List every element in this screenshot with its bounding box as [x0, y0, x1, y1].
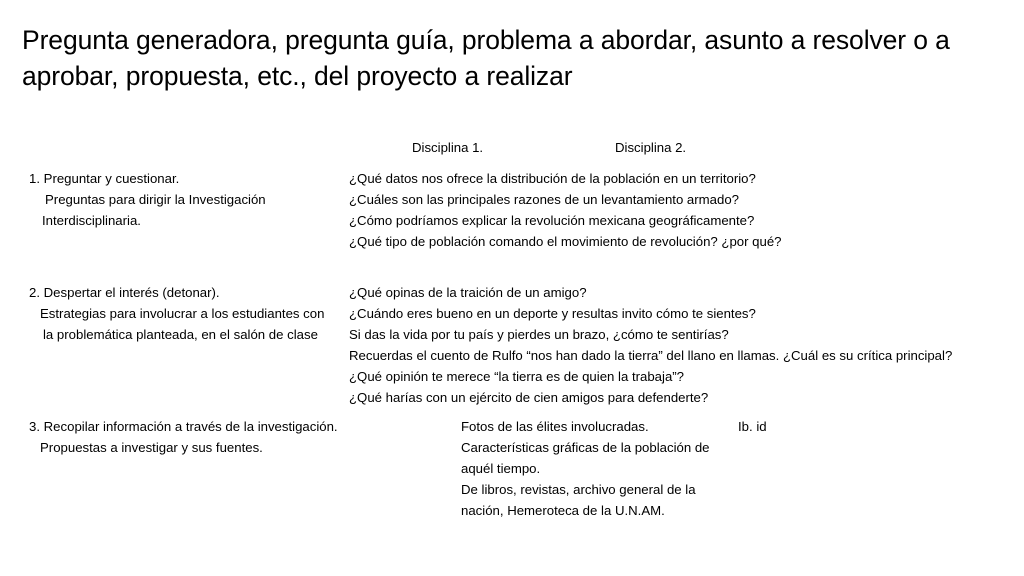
- question-item: ¿Cuáles son las principales razones de un levantamiento armado?: [349, 192, 739, 207]
- section-1-subtext: Preguntas para dirigir la Investigación: [45, 192, 266, 207]
- question-item: ¿Cuándo eres bueno en un deporte y resultas invito cómo te sientes?: [349, 306, 756, 321]
- slide-title: Pregunta generadora, pregunta guía, problema a abordar, asunto a resolver o a aprobar, propuesta, etc., del proyecto a realizar: [22, 25, 950, 91]
- discipline-1-header: Disciplina 1.: [412, 140, 484, 155]
- source-item: aquél tiempo.: [461, 461, 541, 476]
- discipline-2-header: Disciplina 2.: [615, 140, 687, 155]
- question-item: ¿Qué tipo de población comando el movimiento de revolución? ¿por qué?: [349, 234, 782, 249]
- source-item: Fotos de las élites involucradas.: [461, 419, 649, 434]
- section-2-heading: 2. Despertar el interés (detonar).: [29, 285, 220, 300]
- question-item: ¿Qué harías con un ejército de cien amigos para defenderte?: [349, 390, 709, 405]
- section-3-heading: 3. Recopilar información a través de la investigación.: [29, 419, 338, 434]
- section-2-left: [29, 282, 324, 345]
- section-1-left: [29, 168, 266, 231]
- question-item: ¿Qué datos nos ofrece la distribución de la población en un territorio?: [349, 171, 756, 186]
- section-1-questions: [349, 168, 782, 252]
- section-1-subtext: Interdisciplinaria.: [42, 213, 141, 228]
- section-3-left: [29, 416, 338, 458]
- section-2-questions: [349, 282, 952, 408]
- section-2-subtext: Estrategias para involucrar a los estudiantes con: [40, 306, 325, 321]
- section-1-heading: 1. Preguntar y cuestionar.: [29, 171, 180, 186]
- question-item: ¿Qué opinas de la traición de un amigo?: [349, 285, 587, 300]
- ibid-note: Ib. id: [738, 419, 767, 434]
- question-item: Si das la vida por tu país y pierdes un brazo, ¿cómo te sentirías?: [349, 327, 729, 342]
- section-2-subtext: la problemática planteada, en el salón de clase: [43, 327, 318, 342]
- question-item: ¿Cómo podríamos explicar la revolución mexicana geográficamente?: [349, 213, 755, 228]
- source-item: nación, Hemeroteca de la U.N.AM.: [461, 503, 665, 518]
- question-item: Recuerdas el cuento de Rulfo “nos han dado la tierra” del llano en llamas. ¿Cuál es su crítica principal?: [349, 348, 953, 363]
- section-3-sources: [461, 416, 710, 521]
- source-item: Características gráficas de la población de: [461, 440, 710, 455]
- source-item: De libros, revistas, archivo general de la: [461, 482, 696, 497]
- question-item: ¿Qué opinión te merece “la tierra es de quien la trabaja”?: [349, 369, 684, 384]
- section-3-subtext: Propuestas a investigar y sus fuentes.: [40, 440, 263, 455]
